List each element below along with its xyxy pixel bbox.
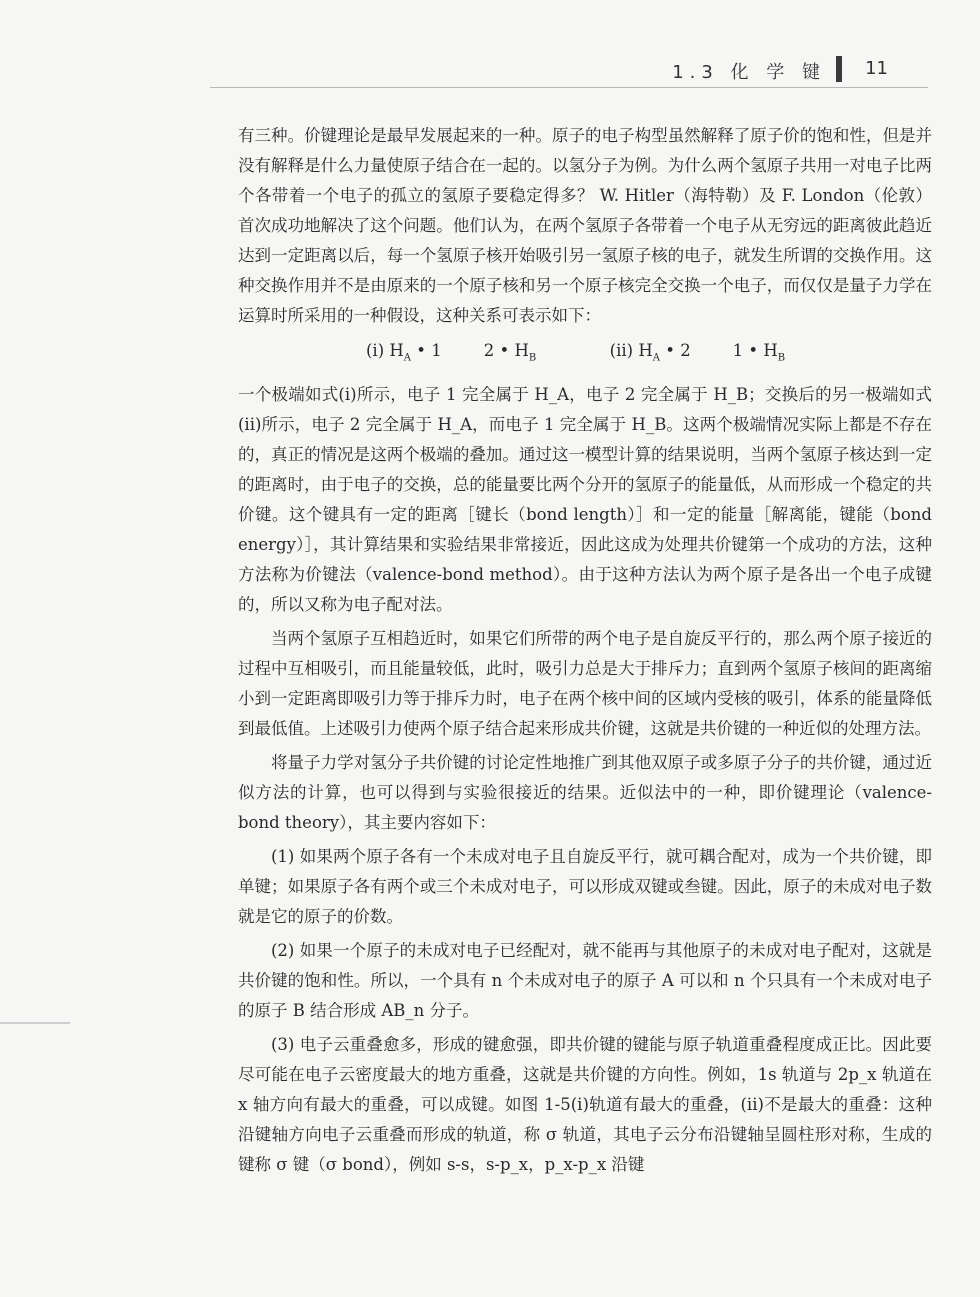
formula-ii-left-electron: • 2 bbox=[665, 341, 691, 360]
body-text bbox=[238, 121, 932, 1184]
formula-ii-left-sub: A bbox=[652, 352, 660, 364]
exchange-formula bbox=[238, 337, 932, 372]
formula-ii-right-sub: B bbox=[777, 352, 786, 364]
formula-i-label: (i) bbox=[366, 341, 385, 360]
running-head-section: 1.3 化 学 键 bbox=[672, 62, 826, 83]
formula-i-left-electron: • 1 bbox=[416, 341, 442, 360]
list-item-1: (1) 如果两个原子各有一个未成对电子且自旋反平行，就可耦合配对，成为一个共价键，即单键；如果原子各有两个或三个未成对电子，可以形成双键或叁键。因此，原子的未成对电子数就是它的原子的价数。 bbox=[238, 847, 932, 927]
paragraph-1: 有三种。价键理论是最早发展起来的一种。原子的电子构型虽然解释了原子价的饱和性，但是并没有解释是什么力量使原子结合在一起的。以氢分子为例。为什么两个氢原子共用一对电子比两个各带着一个电子的孤立的氢原子要稳定得多？ W. Hitler（海特勒）及 F. London（伦敦）首次成功地解决了这个问题。他们认为，在两个氢原子各带着一个电子从无穷远的距离彼此趋近达到一定距离以后，每一个氢原子核开始吸引另一氢原子核的电子，就发生所谓的交换作用。这种交换作用并不是由原来的一个原子核和另一个原子核完全交换一个电子，而仅仅是量子力学在运算时所采用的一种假设，这种关系可表示如下： bbox=[238, 126, 932, 325]
formula-i-left-sub: A bbox=[403, 352, 412, 364]
formula-i-right-electron: 2 • bbox=[483, 341, 510, 360]
paragraph-3: 当两个氢原子互相趋近时，如果它们所带的两个电子是自旋反平行的，那么两个原子接近的过程中互相吸引，而且能量较低，此时，吸引力总是大于排斥力；直到两个氢原子核间的距离缩小到一定距离即吸引力等于排斥力时，电子在两个核中间的区域内受核的吸引，体系的能量降低到最低值。上述吸引力使两个原子结合起来形成共价键，这就是共价键的一种近似的处理方法。 bbox=[238, 629, 932, 739]
page-number: 11 bbox=[865, 58, 888, 79]
paragraph-4: 将量子力学对氢分子共价键的讨论定性地推广到其他双原子或多原子分子的共价键，通过近似方法的计算，也可以得到与实验很接近的结果。近似法中的一种，即价键理论（valence-bond theory），其主要内容如下： bbox=[238, 753, 932, 833]
formula-ii-label: (ii) bbox=[609, 341, 634, 360]
margin-mark bbox=[0, 1022, 70, 1024]
formula-ii-right-atom: H bbox=[763, 341, 778, 360]
formula-ii-right-electron: 1 • bbox=[732, 341, 759, 360]
formula-ii-left-atom: H bbox=[638, 341, 653, 360]
paragraph-2: 一个极端如式(i)所示，电子 1 完全属于 H_A，电子 2 完全属于 H_B；交换后的另一极端如式(ii)所示，电子 2 完全属于 H_A，而电子 1 完全属于 H_B。这两个极端情况实际上都是不存在的，真正的情况是这两个极端的叠加。通过这一模型计算的结果说明，当两个氢原子核达到一定的距离时，由于电子的交换，总的能量要比两个分开的氢原子的能量低，从而形成一个稳定的共价键。这个键具有一定的距离［键长（bond length）］和一定的能量［解离能，键能（bond energy）］，其计算结果和实验结果非常接近，因此这成为处理共价键第一个成功的方法，这种方法称为价键法（valence-bond method）。由于这种方法认为两个原子是各出一个电子成键的，所以又称为电子配对法。 bbox=[238, 385, 932, 615]
page-header bbox=[0, 56, 928, 86]
list-item-3: (3) 电子云重叠愈多，形成的键愈强，即共价键的键能与原子轨道重叠程度成正比。因此要尽可能在电子云密度最大的地方重叠，这就是共价键的方向性。例如，1s 轨道与 2p_x 轨道在 x 轴方向有最大的重叠，可以成键。如图 1-5(i)轨道有最大的重叠，(ii)不是最大的重叠：这种沿键轴方向电子云重叠而形成的轨道，称 σ 轨道，其电子云分布沿键轴呈圆柱形对称，生成的键称 σ 键（σ bond），例如 s-s，s-p_x，p_x-p_x 沿键 bbox=[238, 1035, 932, 1175]
formula-i-right-atom: H bbox=[514, 341, 529, 360]
header-rule bbox=[210, 87, 928, 88]
list-item-2: (2) 如果一个原子的未成对电子已经配对，就不能再与其他原子的未成对电子配对，这就是共价键的饱和性。所以，一个具有 n 个未成对电子的原子 A 可以和 n 个只具有一个未成对电子的原子 B 结合形成 AB_n 分子。 bbox=[238, 941, 932, 1021]
formula-i-right-sub: B bbox=[528, 352, 537, 364]
formula-i-left-atom: H bbox=[389, 341, 404, 360]
header-bar-divider bbox=[836, 56, 842, 82]
